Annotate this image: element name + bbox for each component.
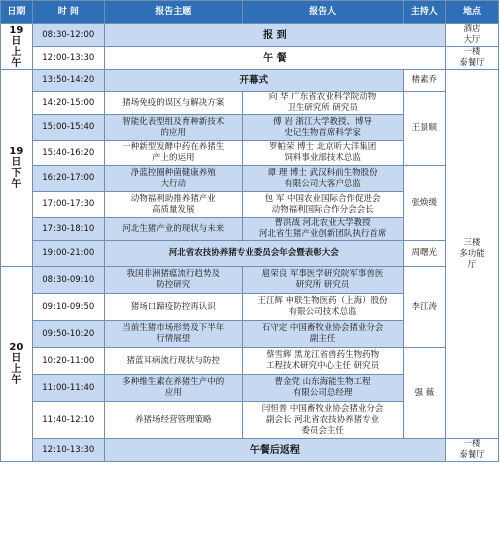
topic-cell [104, 348, 242, 375]
topic-cell [104, 267, 242, 294]
date-label: 下 [11, 168, 22, 179]
topic-cell [104, 166, 242, 192]
speaker-line: 曹洪战 河北农业大学教授 [274, 218, 371, 228]
topic-line: 猪场口蹄疫防控再认识 [130, 301, 216, 312]
speaker-line: 罗帕荣 博士 北京昕大洋集团 [268, 142, 377, 152]
venue-label: 一楼 [463, 439, 481, 449]
venue-label: 泰餐厅 [459, 450, 485, 460]
topic-cell [104, 192, 242, 218]
speaker-cell [242, 92, 403, 115]
date-label: 上 [11, 46, 22, 58]
date-label: 19 [9, 146, 24, 157]
date-label: 上 [11, 364, 22, 375]
venue-label: 一楼 [463, 47, 481, 57]
topic-line: 产上的运用 [151, 153, 195, 163]
date-label: 日 [11, 353, 22, 364]
topic-cell [104, 375, 242, 402]
speaker-line: 有限公司大客户总监 [284, 178, 361, 189]
table-row [1, 348, 499, 375]
date-label: 午 [11, 57, 22, 69]
topic-cell [104, 321, 242, 348]
topic-cell [104, 141, 242, 166]
speaker-line: 动物福利国际合作分会会长 [271, 204, 374, 215]
time-cell: 13:50-14:20 [32, 70, 104, 92]
topic-line: 开幕式 [239, 75, 268, 86]
topic-line: 河北省农技协养猪专业委员会年会暨表彰大会 [168, 248, 339, 258]
time-cell: 11:40-12:10 [32, 402, 104, 439]
table-row [1, 241, 499, 267]
venue-cell [445, 47, 498, 70]
table-header-row [1, 1, 499, 24]
topic-line: 养猪场经营管理策略 [134, 414, 212, 425]
table-row [1, 24, 499, 47]
date-label: 午 [11, 179, 22, 190]
speaker-line: 河北省生猪产业创新团队执行首席 [258, 229, 387, 239]
venue-label: 大厅 [463, 35, 481, 45]
table-row [1, 70, 499, 92]
topic-line: 防控研究 [156, 280, 191, 290]
time-cell: 12:10-13:30 [32, 439, 104, 462]
speaker-line: 有限公司技术总监 [288, 307, 357, 317]
time-cell: 08:30-12:00 [32, 24, 104, 47]
header-date: 日期 [1, 1, 33, 24]
date-cell-day3 [1, 267, 33, 462]
topic-cell [104, 70, 403, 92]
topic-line: 应用 [164, 388, 182, 398]
date-label: 日 [11, 35, 22, 47]
topic-cell [104, 294, 242, 321]
time-cell: 09:50-10:20 [32, 321, 104, 348]
time-cell: 10:20-11:00 [32, 348, 104, 375]
speaker-cell [242, 294, 403, 321]
topic-line: 高质量发展 [151, 204, 195, 215]
speaker-cell [242, 166, 403, 192]
header-topic: 报告主题 [104, 1, 242, 24]
host-cell: 张焕缓 [403, 166, 445, 241]
date-label: 日 [11, 157, 22, 168]
speaker-line: 委员会主任 [301, 425, 344, 436]
topic-line: 猪场免疫的误区与解决方案 [122, 97, 225, 108]
header-time: 时 间 [32, 1, 104, 24]
time-cell: 14:20-15:00 [32, 92, 104, 115]
speaker-line: 研究所 研究员 [295, 280, 350, 290]
time-cell: 15:40-16:20 [32, 141, 104, 166]
merged-event-cell: 报 到 [104, 24, 445, 47]
table-row [1, 92, 499, 115]
topic-line: 行情展望 [156, 334, 191, 344]
speaker-cell [242, 192, 403, 218]
merged-event-cell: 午餐后返程 [104, 439, 445, 462]
date-label: 午 [11, 375, 22, 386]
venue-cell [445, 439, 498, 462]
speaker-line: 副主任 [309, 334, 336, 344]
venue-label: 多功能 [459, 248, 485, 259]
time-cell: 16:20-17:00 [32, 166, 104, 192]
speaker-cell [242, 267, 403, 294]
topic-line: 动物福利助推养猪产业 [130, 193, 216, 204]
host-cell: 楮素乔 [403, 70, 445, 92]
speaker-cell [242, 115, 403, 141]
venue-label: 厅 [467, 259, 477, 270]
speaker-line: 副会长 河北省农技协养猪专业 [265, 414, 380, 425]
table-row [1, 267, 499, 294]
topic-line: 智能化表型组及育种新技术 [122, 116, 225, 127]
merged-event-cell: 午 餐 [104, 47, 445, 70]
topic-line: 河北生猪产业的现状与未来 [122, 223, 225, 234]
speaker-line: 石守定 中国畜牧业协会猪业分会 [261, 323, 384, 333]
table-row [1, 166, 499, 192]
topic-line: 猪蓝耳病流行现状与防控 [126, 355, 220, 366]
speaker-line: 傅 岩 浙江大学教授、博导 [273, 116, 373, 127]
topic-cell [104, 402, 242, 439]
speaker-line: 史记生物首席科学家 [284, 127, 361, 138]
header-host: 主持人 [403, 1, 445, 24]
date-cell-day1 [1, 24, 33, 70]
topic-cell [104, 92, 242, 115]
venue-label: 酒店 [463, 24, 481, 34]
topic-line: 净蓝控圈种菌健康养殖 [130, 167, 216, 178]
speaker-line: 谭 理 博士 武汉科前生物股份 [267, 167, 378, 178]
table-row [1, 47, 499, 70]
header-venue: 地点 [445, 1, 498, 24]
topic-cell [104, 218, 242, 241]
header-speaker: 报告人 [242, 1, 403, 24]
topic-line: 我国非洲猪瘟流行趋势及 [126, 269, 220, 279]
speaker-line: 曹金党 山东海能生物工程 [274, 377, 371, 387]
topic-cell [104, 241, 403, 267]
speaker-line: 包 军 中国农业国际合作促进会 [264, 193, 381, 204]
topic-line: 的应用 [160, 127, 186, 138]
time-cell: 08:30-09:10 [32, 267, 104, 294]
host-cell: 周曙光 [403, 241, 445, 267]
speaker-line: 有限公司总经理 [292, 388, 353, 398]
host-cell: 王景顺 [403, 92, 445, 166]
speaker-line: 闫恒普 中国畜牧业协会猪业分会 [261, 403, 384, 414]
table-row [1, 439, 499, 462]
date-label: 19 [9, 24, 24, 36]
speaker-line: 向 华 广东省农业科学院动物 [268, 92, 377, 102]
date-label: 20 [9, 342, 24, 353]
speaker-line: 工程技术研究中心主任 研究员 [265, 361, 380, 371]
speaker-cell [242, 375, 403, 402]
speaker-line: 王江辉 申联生物医药（上海）股份 [257, 296, 388, 306]
topic-line: 一种新型发酵中药在养猪生 [122, 142, 225, 152]
speaker-cell [242, 348, 403, 375]
time-cell: 12:00-13:30 [32, 47, 104, 70]
time-cell: 11:00-11:40 [32, 375, 104, 402]
venue-cell [445, 24, 498, 47]
speaker-cell [242, 218, 403, 241]
time-cell: 09:10-09:50 [32, 294, 104, 321]
date-cell-day2 [1, 70, 33, 267]
topic-cell [104, 115, 242, 141]
speaker-cell [242, 402, 403, 439]
time-cell: 15:00-15:40 [32, 115, 104, 141]
time-cell: 17:00-17:30 [32, 192, 104, 218]
venue-label: 三楼 [463, 237, 481, 248]
time-cell: 19:00-21:00 [32, 241, 104, 267]
host-cell: 强 薇 [403, 348, 445, 439]
venue-label: 泰餐厅 [459, 58, 485, 68]
speaker-line: 饲料事业部技术总监 [284, 153, 361, 163]
speaker-line: 扈荣良 军事医学研究院军事兽医 [261, 269, 384, 279]
time-cell: 17:30-18:10 [32, 218, 104, 241]
topic-line: 多种维生素在养猪生产中的 [122, 377, 225, 387]
speaker-cell [242, 141, 403, 166]
speaker-cell [242, 321, 403, 348]
venue-cell [445, 70, 498, 439]
speaker-line: 蔡雪辉 黑龙江省兽药生物药物 [265, 350, 380, 360]
topic-line: 当前生猪市场形势及下半年 [122, 323, 225, 333]
speaker-line: 卫生研究所 研究员 [287, 103, 358, 113]
topic-line: 大行动 [160, 178, 186, 189]
host-cell: 李江涛 [403, 267, 445, 348]
